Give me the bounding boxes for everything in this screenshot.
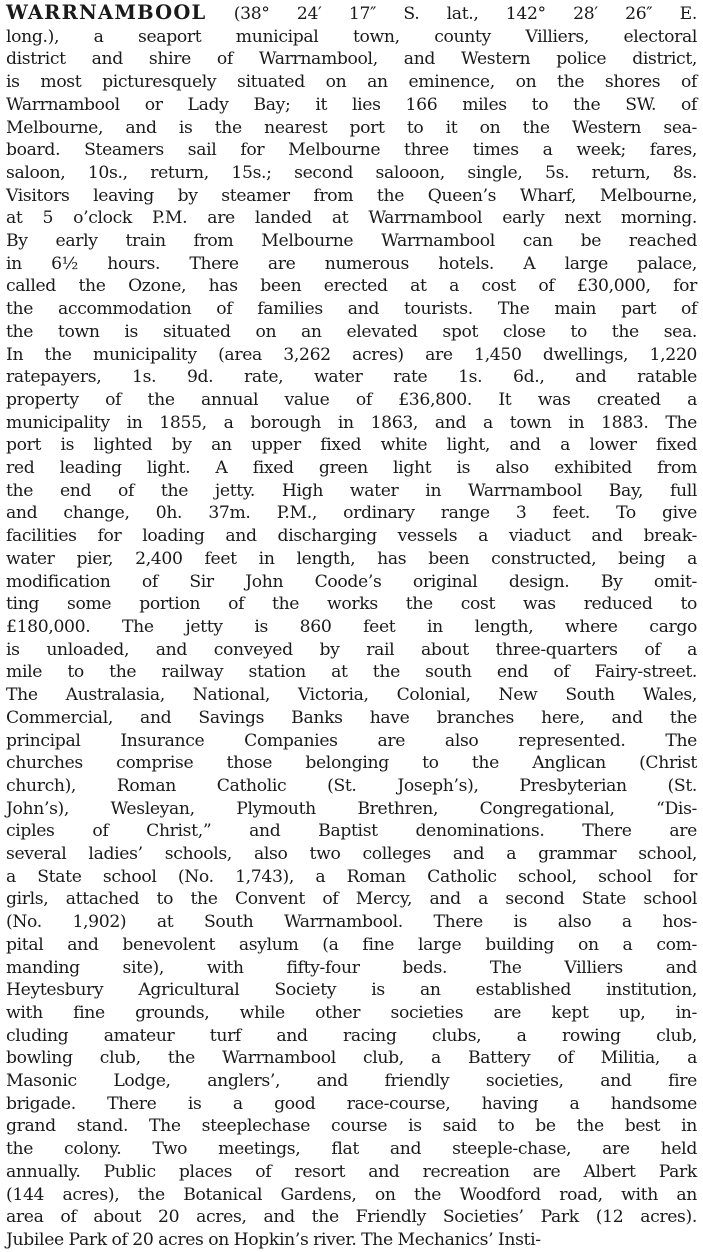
- entry-line: is unloaded, and conveyed by rail about three-quarters of a: [6, 639, 697, 660]
- entry-line: girls, attached to the Convent of Mercy, and a second State school: [6, 889, 697, 910]
- entry-line: the colony. Two meetings, flat and steeple-chase, are held: [6, 1139, 697, 1160]
- entry-line: church), Roman Catholic (St. Joseph’s), Presbyterian (St.: [6, 775, 697, 796]
- entry-line: Heytesbury Agricultural Society is an established institution,: [6, 980, 697, 1001]
- entry-line: several ladies’ schools, also two colleges and a grammar school,: [6, 844, 697, 865]
- entry-line: In the municipality (area 3,262 acres) are 1,450 dwellings, 1,220: [6, 344, 697, 365]
- entry-line: saloon, 10s., return, 15s.; second salooon, single, 5s. return, 8s.: [6, 162, 697, 183]
- entry-line: port is lighted by an upper fixed white light, and a lower fixed: [6, 435, 697, 456]
- entry-line: with fine grounds, while other societies are kept up, in-: [6, 1002, 697, 1023]
- entry-line: manding site), with fifty-four beds. The Villiers and: [6, 957, 697, 978]
- entry-line: ting some portion of the works the cost was reduced to: [6, 594, 697, 615]
- entry-line: bowling club, the Warrnambool club, a Battery of Militia, a: [6, 1048, 697, 1069]
- entry-line: ciples of Christ,” and Baptist denominations. There are: [6, 821, 697, 842]
- entry-line: a State school (No. 1,743), a Roman Catholic school, school for: [6, 866, 697, 887]
- entry-line: annually. Public places of resort and recreation are Albert Park: [6, 1161, 697, 1182]
- entry-line: The Australasia, National, Victoria, Colonial, New South Wales,: [6, 685, 697, 706]
- entry-line: the end of the jetty. High water in Warrnambool Bay, full: [6, 480, 697, 501]
- entry-line: water pier, 2,400 feet in length, has been constructed, being a: [6, 548, 697, 569]
- entry-line: area of about 20 acres, and the Friendly Societies’ Park (12 acres).: [6, 1207, 697, 1228]
- entry-line: grand stand. The steeplechase course is said to be the best in: [6, 1116, 697, 1137]
- entry-line: in 6½ hours. There are numerous hotels. A large palace,: [6, 253, 697, 274]
- entry-line: modification of Sir John Coode’s original design. By omit-: [6, 571, 697, 592]
- entry-line: (No. 1,902) at South Warrnambool. There is also a hos-: [6, 912, 697, 933]
- entry-line: red leading light. A fixed green light is also exhibited from: [6, 458, 697, 479]
- entry-line: pital and benevolent asylum (a fine large building on a com-: [6, 934, 697, 955]
- entry-line: ratepayers, 1s. 9d. rate, water rate 1s. 6d., and ratable: [6, 367, 697, 388]
- entry-line: principal Insurance Companies are also represented. The: [6, 730, 697, 751]
- entry-line: Commercial, and Savings Banks have branches here, and the: [6, 707, 697, 728]
- entry-line: Warrnambool or Lady Bay; it lies 166 miles to the SW. of: [6, 94, 697, 115]
- entry-line: facilities for loading and discharging vessels a viaduct and break-: [6, 526, 697, 547]
- entry-line: is most picturesquely situated on an eminence, on the shores of: [6, 72, 697, 93]
- headword: WARRNAMBOOL: [6, 1, 207, 24]
- entry-line-1-text: (38° 24′ 17″ S. lat., 142° 28′ 26″ E.: [206, 4, 697, 24]
- entry-line-1: [6, 2, 697, 26]
- entry-line: mile to the railway station at the south end of Fairy-street.: [6, 662, 697, 683]
- entry-line: the town is situated on an elevated spot close to the sea.: [6, 321, 697, 342]
- entry-line: brigade. There is a good race-course, having a handsome: [6, 1093, 697, 1114]
- entry-line: called the Ozone, has been erected at a cost of £30,000, for: [6, 276, 697, 297]
- gazetteer-entry: [6, 2, 697, 1252]
- entry-line: cluding amateur turf and racing clubs, a rowing club,: [6, 1025, 697, 1046]
- entry-line: municipality in 1855, a borough in 1863, and a town in 1883. The: [6, 412, 697, 433]
- entry-line: churches comprise those belonging to the Anglican (Christ: [6, 753, 697, 774]
- entry-line: long.), a seaport municipal town, county Villiers, electoral: [6, 26, 697, 47]
- entry-line: Melbourne, and is the nearest port to it on the Western sea-: [6, 117, 697, 138]
- entry-line: at 5 o’clock P.M. are landed at Warrnambool early next morning.: [6, 208, 697, 229]
- entry-line: Jubilee Park of 20 acres on Hopkin’s river. The Mechanics’ Insti-: [6, 1229, 541, 1250]
- entry-line: Visitors leaving by steamer from the Queen’s Wharf, Melbourne,: [6, 185, 697, 206]
- entry-line: By early train from Melbourne Warrnambool can be reached: [6, 231, 697, 252]
- entry-line: and change, 0h. 37m. P.M., ordinary range 3 feet. To give: [6, 503, 697, 524]
- entry-line: the accommodation of families and tourists. The main part of: [6, 299, 697, 320]
- entry-line: district and shire of Warrnambool, and Western police district,: [6, 49, 697, 70]
- entry-line: £180,000. The jetty is 860 feet in length, where cargo: [6, 616, 697, 637]
- entry-line: John’s), Wesleyan, Plymouth Brethren, Congregational, “Dis-: [6, 798, 697, 819]
- entry-line: property of the annual value of £36,800. It was created a: [6, 389, 697, 410]
- entry-line: Masonic Lodge, anglers’, and friendly societies, and fire: [6, 1071, 697, 1092]
- entry-line: (144 acres), the Botanical Gardens, on the Woodford road, with an: [6, 1184, 697, 1205]
- entry-line: board. Steamers sail for Melbourne three times a week; fares,: [6, 140, 697, 161]
